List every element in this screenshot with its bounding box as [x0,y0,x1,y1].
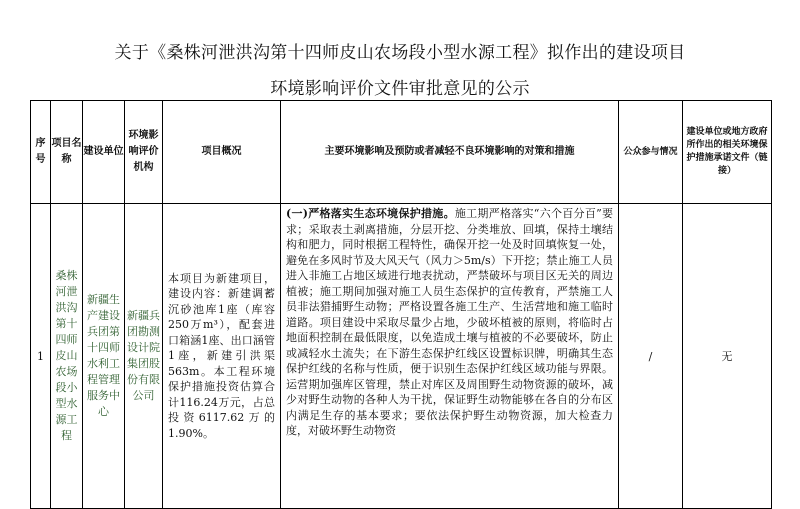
header-builder: 建设单位 [83,101,125,204]
page-title-line-2: 环境影响评价文件审批意见的公示 [270,79,530,99]
header-public-participation: 公众参与情况 [619,101,683,204]
measures-heading: (一)严格落实生态环境保护措施。 [286,207,455,220]
approval-table [30,100,772,509]
cell-overview: 本项目为新建项目，建设内容：新建调蓄沉砂池库1座（库容250万m³），配套进口箱涵1座、出口涵管1座，新建引洪渠563m。本工程环境保护措施投资估算合计116.24万元，占总投资6117.62万的1.90%。 [163,204,281,509]
cell-commitment: 无 [683,204,772,509]
header-project-name: 项目名称 [51,101,83,204]
page-title-line-1: 关于《桑株河泄洪沟第十四师皮山农场段小型水源工程》拟作出的建设项目 [114,43,686,63]
header-overview: 项目概况 [163,101,281,204]
cell-public-participation: / [619,204,683,509]
cell-project-name: 桑株河泄洪沟第十四师皮山农场段小型水源工程 [51,204,83,509]
header-seq: 序号 [31,101,51,204]
table-row [31,204,772,509]
cell-measures [281,204,619,509]
header-measures: 主要环境影响及预防或者减轻不良环境影响的对策和措施 [281,101,619,204]
table-header-row [31,101,772,204]
cell-seq: 1 [31,204,51,509]
cell-eia-org: 新疆兵团勘测设计院集团股份有限公司 [125,204,163,509]
header-eia-org: 环境影响评价机构 [125,101,163,204]
measures-text: 施工期严格落实“六个百分百”要求；采取表土剥离措施，分层开挖、分类堆放、回填，保持土壤结构和肥力，同时根据工程特性，确保开挖一处及时回填恢复一处，避免在多风时节及大风天气（风力＞5m/s）下开挖；禁止施工人员进入非施工占地区域进行地表扰动，严禁破坏与项目区无关的周边植被；施工期间加强对施工人员生态保护的宣传教育，严禁施工人员非法猎捕野生动物；严格设置各施工生产、生活营地和施工临时道路。项目建设中采取尽量少占地，少破坏植被的原则，将临时占地面积控制在最低限度，以免造成土壤与植被的不必要破坏，防止或减轻水土流失；在下游生态保护红线区设置标识牌，明确其生态保护红线的名称与性质，便于识别生态保护红线区域功能与界限。运营期加强库区管理，禁止对库区及周围野生动物资源的破坏，减少对野生动物的各种人为干扰，保证野生动物能够在各自的分布区内满足生存的基本要求；要依法保护野生动物资源，加大检查力度，对破坏野生动物资 [286,207,613,437]
cell-builder: 新疆生产建设兵团第十四师水利工程管理服务中心 [83,204,125,509]
header-commitment: 建设单位或地方政府所作出的相关环境保护措施承诺文件（链接） [683,101,772,204]
